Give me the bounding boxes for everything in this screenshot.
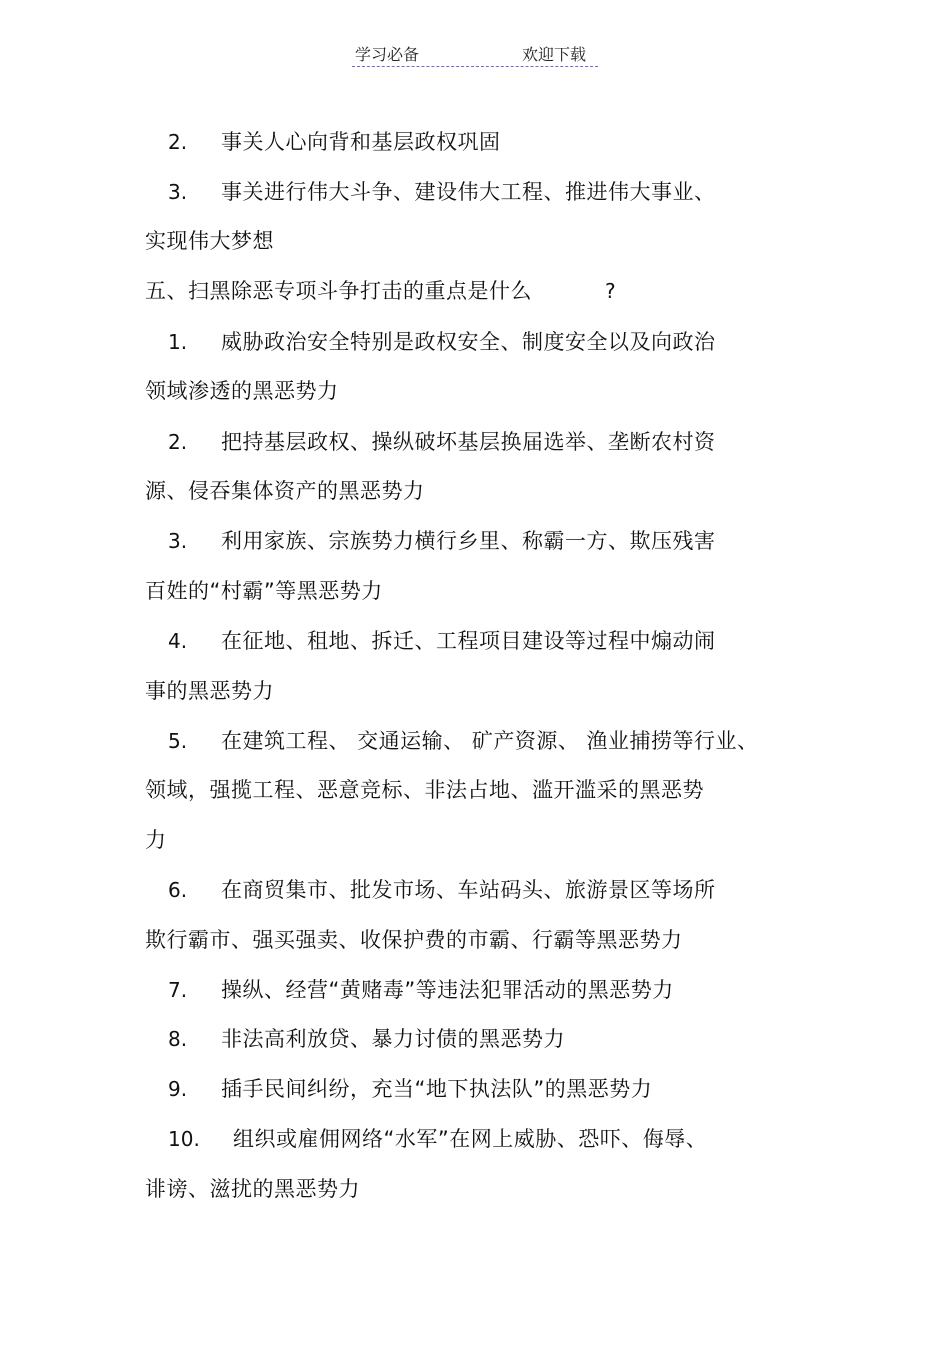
item-text-continuation: 百姓的“村霸”等黑恶势力	[145, 579, 383, 603]
item-text: 操纵、经营“黄赌毒”等违法犯罪活动的黑恶势力	[221, 978, 674, 1002]
item-number: 3.	[168, 180, 188, 204]
item-number: 2.	[168, 130, 188, 154]
item-number: 10.	[168, 1127, 200, 1151]
item-number: 4.	[168, 629, 188, 653]
item-text: 事关进行伟大斗争、建设伟大工程、推进伟大事业、	[221, 180, 716, 204]
page-header	[352, 40, 598, 67]
item-text-continuation: 事的黑恶势力	[145, 679, 274, 703]
item-text-continuation: 力	[145, 828, 167, 852]
item-text: 事关人心向背和基层政权巩固	[221, 130, 501, 154]
item-text: 把持基层政权、操纵破坏基层换届选举、垄断农村资	[221, 430, 716, 454]
item-text-continuation: 源、侵吞集体资产的黑恶势力	[145, 479, 425, 503]
item-text: 在征地、租地、拆迁、工程项目建设等过程中煽动闹	[221, 629, 716, 653]
item-text: 在商贸集市、批发市场、车站码头、旅游景区等场所	[221, 878, 716, 902]
item-number: 6.	[168, 878, 188, 902]
header-left-text: 学习必备	[355, 45, 420, 64]
item-text-continuation: 诽谤、滋扰的黑恶势力	[145, 1177, 360, 1201]
item-number: 3.	[168, 529, 188, 553]
item-text-continuation: 实现伟大梦想	[145, 229, 274, 253]
section-heading-question-mark: ?	[605, 279, 616, 303]
item-text: 威胁政治安全特别是政权安全、制度安全以及向政治	[221, 330, 716, 354]
item-text-continuation: 领域，强揽工程、恶意竞标、非法占地、滥开滥采的黑恶势	[145, 778, 704, 802]
item-text: 组织或雇佣网络“水军”在网上威胁、恐吓、侮辱、	[233, 1127, 708, 1151]
item-number: 9.	[168, 1077, 188, 1101]
item-number: 5.	[168, 729, 188, 753]
item-text: 在建筑工程、 交通运输、 矿产资源、 渔业捕捞等行业、	[221, 729, 759, 753]
item-text: 利用家族、宗族势力横行乡里、称霸一方、欺压残害	[221, 529, 716, 553]
item-number: 1.	[168, 330, 188, 354]
item-text-continuation: 欺行霸市、强买强卖、收保护费的市霸、行霸等黑恶势力	[145, 928, 683, 952]
header-right-text: 欢迎下载	[522, 45, 587, 64]
item-text-continuation: 领域渗透的黑恶势力	[145, 379, 339, 403]
item-number: 8.	[168, 1027, 188, 1051]
item-text: 非法高利放贷、暴力讨债的黑恶势力	[221, 1027, 565, 1051]
item-text: 插手民间纠纷，充当“地下执法队”的黑恶势力	[221, 1077, 653, 1101]
item-number: 2.	[168, 430, 188, 454]
section-heading: 五、扫黑除恶专项斗争打击的重点是什么	[145, 279, 532, 303]
item-number: 7.	[168, 978, 188, 1002]
